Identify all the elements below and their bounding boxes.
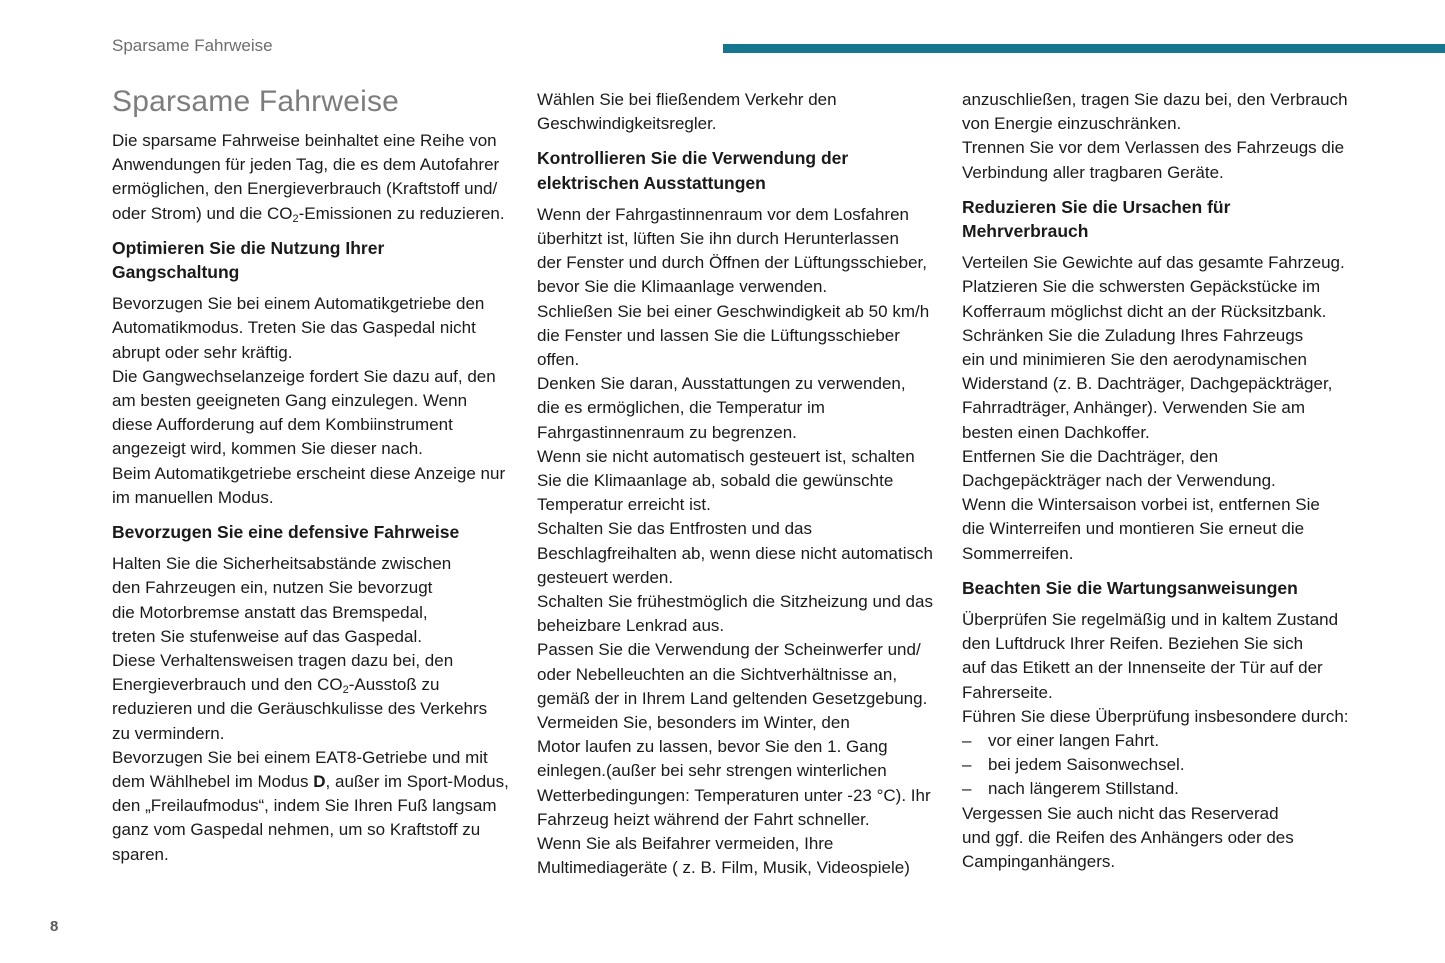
text-line <box>962 753 1362 777</box>
body-paragraph <box>537 203 937 300</box>
text-line: Temperatur erreicht ist. <box>537 495 711 515</box>
text-line: und ggf. die Reifen des Anhängers oder des <box>962 827 1294 847</box>
text-line <box>112 770 512 794</box>
dash-marker: – <box>962 779 972 799</box>
text-line: die Fenster und lassen Sie die Lüftungsschieber <box>537 325 900 345</box>
text-line: Schränken Sie die Zuladung Ihres Fahrzeugs <box>962 325 1304 345</box>
text-line: Campinganhängers. <box>962 852 1116 872</box>
section-heading <box>112 520 512 544</box>
body-paragraph <box>962 251 1362 445</box>
text-line: Fahrerseite. <box>962 682 1053 702</box>
text-line: elektrischen Ausstattungen <box>537 172 766 193</box>
body-paragraph <box>537 372 937 445</box>
body-paragraph <box>537 300 937 373</box>
text-line: Wetterbedingungen: Temperaturen unter -23 °C). Ihr <box>537 785 931 805</box>
text-line: Wenn die Wintersaison vorbei ist, entfernen Sie <box>962 495 1320 515</box>
text-line: ganz vom Gaspedal nehmen, um so Kraftstoff zu <box>112 820 481 840</box>
text-segment: Energieverbrauch und den CO <box>112 675 343 695</box>
text-segment: -Ausstoß zu <box>348 675 440 695</box>
text-line <box>112 673 512 697</box>
text-line: Die sparsame Fahrweise beinhaltet eine Reihe von <box>112 131 497 150</box>
text-line: Vermeiden Sie, besonders im Winter, den <box>537 713 850 733</box>
text-line: Verbindung aller tragbaren Geräte. <box>962 162 1224 182</box>
text-line: ermöglichen, den Energieverbrauch (Kraftstoff und/ <box>112 179 498 199</box>
text-line: im manuellen Modus. <box>112 487 274 507</box>
section-heading <box>962 576 1362 600</box>
text-line: Kontrollieren Sie die Verwendung der <box>537 148 849 169</box>
column-3 <box>962 88 1362 874</box>
text-line: Verteilen Sie Gewichte auf das gesamte Fahrzeug. <box>962 253 1345 273</box>
text-line: Motor laufen zu lassen, bevor Sie den 1. Gang <box>537 737 888 757</box>
text-line: Schalten Sie frühestmöglich die Sitzheizung und das <box>537 592 933 612</box>
body-paragraph <box>537 832 937 880</box>
text-line: sparen. <box>112 844 169 864</box>
list-item-text: nach längerem Stillstand. <box>988 779 1179 799</box>
text-line: Beschlagfreihalten ab, wenn diese nicht automatisch <box>537 543 933 563</box>
text-line: anzuschließen, tragen Sie dazu bei, den Verbrauch <box>962 90 1348 109</box>
text-line: besten einen Dachkoffer. <box>962 422 1150 442</box>
text-line: Beachten Sie die Wartungsanweisungen <box>962 577 1298 598</box>
text-segment: -Emissionen zu reduzieren. <box>298 203 505 223</box>
text-line: Wenn der Fahrgastinnenraum vor dem Losfahren <box>537 204 909 224</box>
text-line: Geschwindigkeitsregler. <box>537 114 717 134</box>
section-heading <box>112 236 512 284</box>
body-paragraph <box>537 517 937 590</box>
body-paragraph <box>112 365 512 462</box>
text-line: reduzieren und die Geräuschkulisse des Verkehrs <box>112 699 488 719</box>
list-item-text: bei jedem Saisonwechsel. <box>988 755 1185 775</box>
text-line: Platzieren Sie die schwersten Gepäckstücke im <box>962 277 1321 297</box>
text-line: überhitzt ist, lüften Sie ihn durch Herunterlassen <box>537 229 899 249</box>
text-line: Kofferraum möglichst dicht an der Rücksitzbank. <box>962 301 1327 321</box>
text-line: Dachgepäckträger nach der Verwendung. <box>962 471 1276 491</box>
text-line: diese Aufforderung auf dem Kombiinstrument <box>112 415 453 435</box>
text-line: angezeigt wird, kommen Sie dieser nach. <box>112 439 423 459</box>
text-line: den Luftdruck Ihrer Reifen. Beziehen Sie sich <box>962 634 1304 654</box>
text-segment: , außer im Sport-Modus, <box>325 772 509 792</box>
text-line: von Energie einzuschränken. <box>962 114 1182 134</box>
text-line <box>112 202 512 226</box>
column-2 <box>537 88 937 881</box>
list-item <box>962 753 1362 777</box>
text-line: Gangschaltung <box>112 262 240 283</box>
text-line: Fahrzeug heizt während der Fahrt schneller. <box>537 809 870 829</box>
body-paragraph <box>537 88 937 136</box>
text-line: Schließen Sie bei einer Geschwindigkeit ab 50 km/h <box>537 301 930 321</box>
text-line: Multimediageräte ( z. B. Film, Musik, Videospiele) <box>537 858 910 878</box>
text-line: Diese Verhaltensweisen tragen dazu bei, den <box>112 651 454 671</box>
text-line: Bevorzugen Sie eine defensive Fahrweise <box>112 522 460 543</box>
text-line: Überprüfen Sie regelmäßig und in kaltem Zustand <box>962 610 1339 630</box>
text-line: Optimieren Sie die Nutzung Ihrer <box>112 237 385 258</box>
body-paragraph <box>962 493 1362 566</box>
text-line: am besten geeigneten Gang einzulegen. Wenn <box>112 391 468 411</box>
running-header: Sparsame Fahrweise <box>112 36 273 55</box>
text-line: Die Gangwechselanzeige fordert Sie dazu auf, den <box>112 366 496 386</box>
body-paragraph <box>962 445 1362 493</box>
text-line: Fahrgastinnenraum zu begrenzen. <box>537 422 797 442</box>
text-line: Wählen Sie bei fließendem Verkehr den <box>537 90 837 109</box>
body-paragraph <box>112 129 512 226</box>
text-line: Sie die Klimaanlage ab, sobald die gewünschte <box>537 471 894 491</box>
text-line: beheizbare Lenkrad aus. <box>537 616 725 636</box>
text-segment: oder Strom) und die CO <box>112 203 293 223</box>
body-paragraph <box>112 462 512 510</box>
text-line: bevor Sie die Klimaanlage verwenden. <box>537 277 828 297</box>
text-line: abrupt oder sehr kräftig. <box>112 342 293 362</box>
body-paragraph <box>962 802 1362 875</box>
text-line: die Winterreifen und montieren Sie erneut die <box>962 519 1305 539</box>
body-paragraph <box>962 608 1362 705</box>
dash-marker: – <box>962 755 972 775</box>
body-paragraph <box>112 552 512 649</box>
text-line: Passen Sie die Verwendung der Scheinwerfer und/ <box>537 640 921 660</box>
text-line: Vergessen Sie auch nicht das Reserverad <box>962 803 1279 823</box>
text-line: Mehrverbrauch <box>962 221 1089 242</box>
body-paragraph <box>537 711 937 832</box>
section-heading <box>962 195 1362 243</box>
subscript: 2 <box>292 212 299 225</box>
text-line: Widerstand (z. B. Dachträger, Dachgepäckträger, <box>962 374 1333 394</box>
text-line: den „Freilaufmodus“, indem Sie Ihren Fuß langsam <box>112 796 497 816</box>
text-line: Führen Sie diese Überprüfung insbesondere durch: <box>962 706 1349 726</box>
body-paragraph <box>537 638 937 711</box>
text-line: Anwendungen für jeden Tag, die es dem Autofahrer <box>112 155 500 175</box>
text-line: der Fenster und durch Öffnen der Lüftungsschieber, <box>537 253 927 273</box>
text-line <box>962 777 1362 801</box>
text-line: zu vermindern. <box>112 723 225 743</box>
section-heading <box>537 146 937 194</box>
text-line: Beim Automatikgetriebe erscheint diese Anzeige nur <box>112 463 506 483</box>
text-segment: dem Wählhebel im Modus <box>112 772 314 792</box>
text-line: Schalten Sie das Entfrosten und das <box>537 519 813 539</box>
bold-text: D <box>313 772 326 792</box>
text-line: Sommerreifen. <box>962 543 1074 563</box>
subscript: 2 <box>342 684 349 697</box>
text-line: Wenn Sie als Beifahrer vermeiden, Ihre <box>537 834 834 854</box>
text-line: offen. <box>537 350 580 370</box>
body-paragraph <box>962 88 1362 136</box>
text-line: Bevorzugen Sie bei einem EAT8-Getriebe und mit <box>112 747 488 767</box>
text-line: Entfernen Sie die Dachträger, den <box>962 446 1219 466</box>
body-paragraph <box>112 292 512 365</box>
text-line: auf das Etikett an der Innenseite der Tür auf der <box>962 658 1323 678</box>
page-number: 8 <box>50 918 59 935</box>
text-line: Reduzieren Sie die Ursachen für <box>962 196 1231 217</box>
list-item <box>962 777 1362 801</box>
list-item-text: vor einer langen Fahrt. <box>988 731 1160 751</box>
text-line: die Motorbremse anstatt das Bremspedal, <box>112 602 428 622</box>
text-line: Fahrradträger, Anhänger). Verwenden Sie am <box>962 398 1306 418</box>
body-paragraph <box>537 445 937 518</box>
column-1 <box>112 84 512 867</box>
text-line: Automatikmodus. Treten Sie das Gaspedal nicht <box>112 318 476 338</box>
text-line: Bevorzugen Sie bei einem Automatikgetriebe den <box>112 294 485 314</box>
text-line: den Fahrzeugen ein, nutzen Sie bevorzugt <box>112 578 433 598</box>
text-line: Wenn sie nicht automatisch gesteuert ist, schalten <box>537 446 915 466</box>
page-title: Sparsame Fahrweise <box>112 85 400 118</box>
body-paragraph <box>962 136 1362 184</box>
text-line: Trennen Sie vor dem Verlassen des Fahrzeugs die <box>962 138 1345 158</box>
text-line: ein und minimieren Sie den aerodynamischen <box>962 350 1307 370</box>
text-line: gemäß der in Ihrem Land geltenden Gesetzgebung. <box>537 688 928 708</box>
list-item <box>962 729 1362 753</box>
body-paragraph <box>112 649 512 746</box>
dash-marker: – <box>962 731 972 751</box>
body-paragraph <box>962 705 1362 729</box>
text-line: oder Nebelleuchten an die Sichtverhältnisse an, <box>537 664 898 684</box>
text-line: einlegen.(außer bei sehr strengen winterlichen <box>537 761 887 781</box>
accent-bar <box>723 44 1445 53</box>
body-paragraph <box>537 590 937 638</box>
text-line: Denken Sie daran, Ausstattungen zu verwenden, <box>537 374 906 394</box>
text-line <box>962 729 1362 753</box>
text-line: treten Sie stufenweise auf das Gaspedal. <box>112 626 422 646</box>
text-line: Halten Sie die Sicherheitsabstände zwischen <box>112 554 452 574</box>
body-paragraph <box>112 746 512 867</box>
text-line: gesteuert werden. <box>537 567 674 587</box>
text-line: die es ermöglichen, die Temperatur im <box>537 398 825 418</box>
